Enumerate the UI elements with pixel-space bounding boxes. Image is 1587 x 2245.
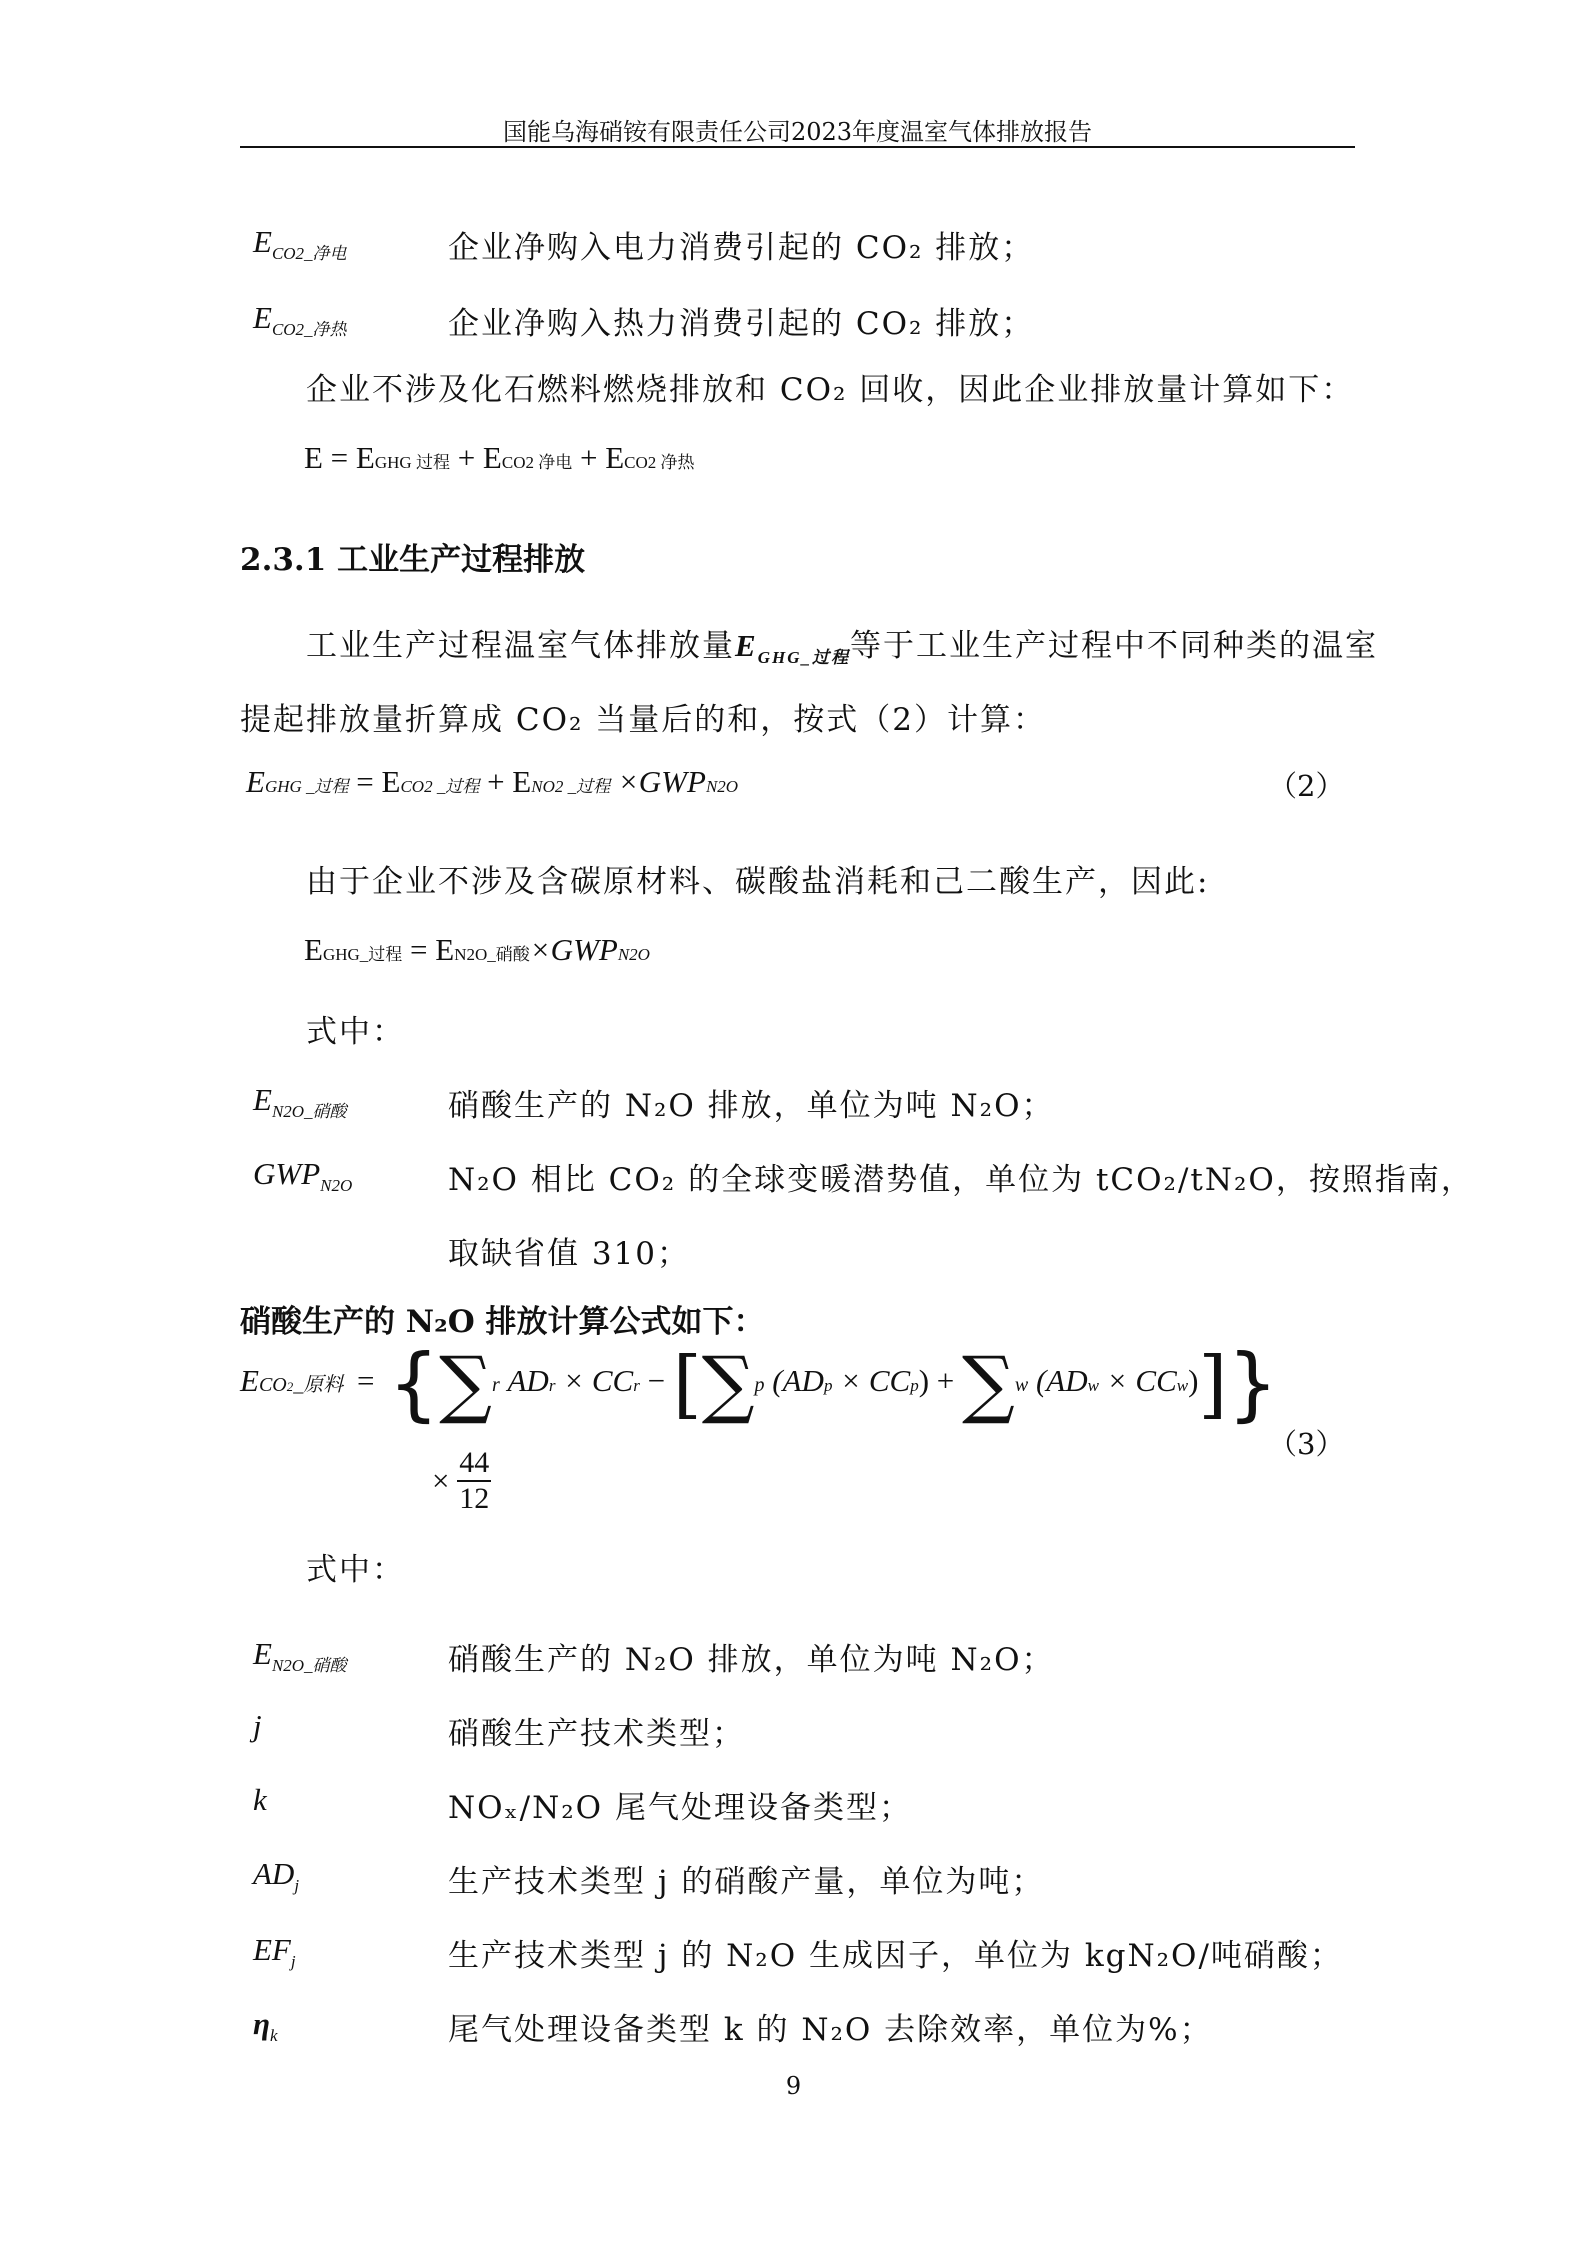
def-description: 硝酸生产技术类型； xyxy=(448,1716,745,1752)
def-description: 硝酸生产的 N₂O 排放，单位为吨 N₂O； xyxy=(448,1088,1055,1124)
def-symbol-e-n2o-nitric: $E_{N2O\_硝酸}$ xyxy=(253,1082,347,1122)
equation-3-fraction: × $\frac{44}{12}$ xyxy=(432,1446,490,1515)
bold-subheading: 硝酸生产的 N₂O 排放计算公式如下： xyxy=(240,1304,765,1340)
def-description: N₂O 相比 CO₂ 的全球变暖潜势值，单位为 tCO₂/tN₂O，按照指南， xyxy=(448,1162,1474,1198)
equation-number-3: （3） xyxy=(1268,1427,1345,1461)
def-description: 生产技术类型 j 的硝酸产量，单位为吨； xyxy=(448,1864,1045,1900)
def-symbol-j: j xyxy=(253,1708,262,1743)
def-symbol-gwp-n2o: $GWP_{N2O}$ xyxy=(253,1156,353,1196)
equation-process-simplified: EGHG_过程 = EN2O_硝酸×GWPN2O xyxy=(304,932,650,967)
equation-3: ECO2_原料 = {∑r ADr × CCr − [∑p (ADp × CCp) + ∑w (ADw × CCw)]} xyxy=(240,1337,1279,1430)
def-symbol-e-co2-net-electricity: $E_{CO2\_净电}$ xyxy=(253,224,347,264)
paragraph-no-carbon: 由于企业不涉及含碳原材料、碳酸盐消耗和己二酸生产，因此: xyxy=(306,864,1210,900)
page-header: 国能乌海硝铵有限责任公司2023年度温室气体排放报告 xyxy=(502,118,1093,146)
def-symbol-k: k xyxy=(253,1782,267,1817)
page-number: 9 xyxy=(785,2072,802,2100)
def-description: NOₓ/N₂O 尾气处理设备类型； xyxy=(448,1790,912,1826)
equation-number-2: （2） xyxy=(1268,769,1345,803)
paragraph-process-emission-line2: 提起排放量折算成 CO₂ 当量后的和，按式（2）计算： xyxy=(240,702,1046,738)
equation-2: EGHG _过程 = ECO2 _过程 + ENO2 _过程 ×GWPN2O xyxy=(246,764,739,799)
def-description: 尾气处理设备类型 k 的 N₂O 去除效率，单位为%； xyxy=(448,2012,1213,2048)
def-description: 生产技术类型 j 的 N₂O 生成因子，单位为 kgN₂O/吨硝酸； xyxy=(448,1938,1343,1974)
def-description: 企业净购入热力消费引起的 CO₂ 排放； xyxy=(448,306,1035,342)
paragraph-process-emission: 工业生产过程温室气体排放量$E_{GHG\_过程}$等于工业生产过程中不同种类的温室 xyxy=(306,628,1378,668)
def-symbol-eta-k: $\eta_k$ xyxy=(253,2006,278,2046)
def-description: 硝酸生产的 N₂O 排放，单位为吨 N₂O； xyxy=(448,1642,1055,1678)
def-description: 企业净购入电力消费引起的 CO₂ 排放； xyxy=(448,230,1035,266)
def-symbol-e-co2-net-heat: $E_{CO2\_净热}$ xyxy=(253,300,347,340)
def-symbol-ad-j: $AD_j$ xyxy=(253,1856,300,1896)
def-symbol-ef-j: $EF_j$ xyxy=(253,1932,296,1972)
paragraph-total-emission: 企业不涉及化石燃料燃烧排放和 CO₂ 回收，因此企业排放量计算如下： xyxy=(306,372,1355,408)
where-label: 式中： xyxy=(306,1014,405,1050)
where-label: 式中： xyxy=(306,1552,405,1588)
section-heading: 2.3.1 工业生产过程排放 xyxy=(240,542,586,578)
equation-total-emission: E = EGHG 过程 + ECO2 净电 + ECO2 净热 xyxy=(304,440,695,475)
def-symbol-e-n2o-nitric: $E_{N2O\_硝酸}$ xyxy=(253,1636,347,1676)
def-description-continued: 取缺省值 310； xyxy=(448,1236,691,1272)
header-rule xyxy=(240,146,1355,148)
